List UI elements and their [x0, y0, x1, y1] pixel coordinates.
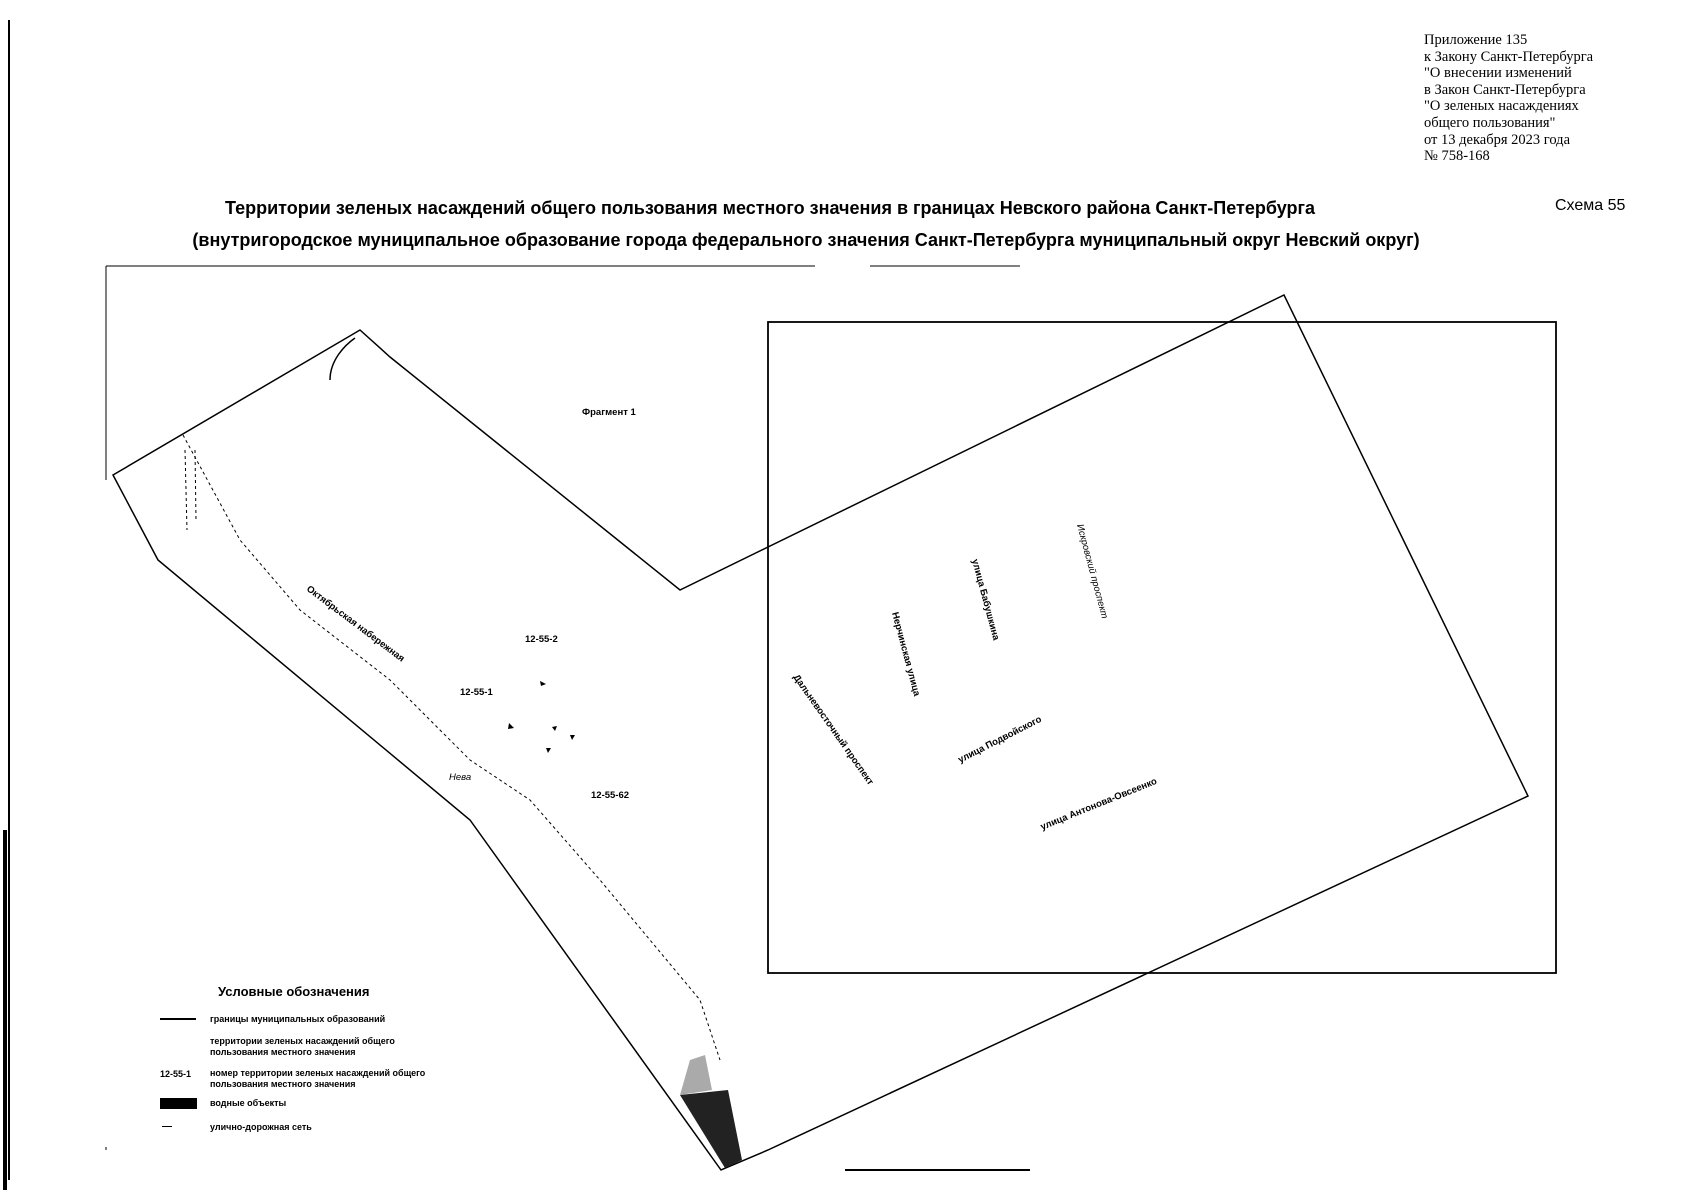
annex-line: Приложение 135 [1424, 32, 1528, 48]
street-label: Октябрьская набережная [304, 583, 407, 665]
fragment-1-frame [768, 322, 1556, 973]
legend-road-swatch [162, 1126, 172, 1127]
legend-green-territories: территории зеленых насаждений общего пользования местного значения [210, 1036, 395, 1057]
schema-label: Схема 55 [1555, 197, 1626, 214]
annex-line: от 13 декабря 2023 года [1424, 131, 1570, 148]
annex-line: "О внесении изменений [1424, 65, 1572, 82]
legend-territory-number: номер территории зеленых насаждений общего пользования местного значения [210, 1068, 426, 1089]
annex-line: к Закону Санкт-Петербурга [1424, 48, 1594, 65]
fragment-label: Фрагмент 1 [582, 407, 636, 418]
legend-roads: улично-дорожная сеть [210, 1122, 312, 1132]
map-title-line1: Территории зеленых насаждений общего пользования местного значения в границах Невского района Санкт-Петербурга [225, 198, 1315, 218]
river-bank [183, 435, 720, 1060]
annex-line: в Закон Санкт-Петербурга [1424, 81, 1586, 98]
map-title-line2: (внутригородское муниципальное образование города федерального значения Санкт-Петербурга муниципальный округ Невский округ) [192, 230, 1420, 250]
map-frame [106, 266, 1030, 1170]
street-label: улица Бабушкина [969, 557, 1002, 642]
street-label: Искровский проспект [1074, 522, 1110, 620]
territory-label: 12-55-1 [460, 687, 493, 698]
boundary-bay [330, 338, 355, 380]
legend-boundaries: границы муниципальных образований [210, 1014, 386, 1024]
legend-code-sample: 12-55-1 [160, 1069, 192, 1079]
legend-water-swatch [160, 1098, 197, 1109]
street-label: улица Антонова-Овсеенко [1039, 775, 1159, 833]
territory-markers [508, 681, 575, 753]
legend-boundary-swatch [160, 1018, 196, 1020]
street-label: улица Подвойского [956, 714, 1044, 766]
street-label: Дальневосточный проспект [790, 672, 876, 788]
street-label: Нерчинская улица [889, 610, 923, 698]
annex-line: № 758-168 [1424, 148, 1490, 165]
annex-line: общего пользования" [1424, 114, 1556, 131]
territory-label: 12-55-62 [591, 790, 630, 801]
legend-water: водные объекты [210, 1098, 287, 1108]
water-area-edge [680, 1055, 712, 1095]
legend-title: Условные обозначения [218, 984, 370, 999]
annex-line: "О зеленых насаждениях [1424, 98, 1579, 115]
river-label: Нева [449, 772, 472, 783]
territory-label: 12-55-2 [525, 634, 558, 645]
